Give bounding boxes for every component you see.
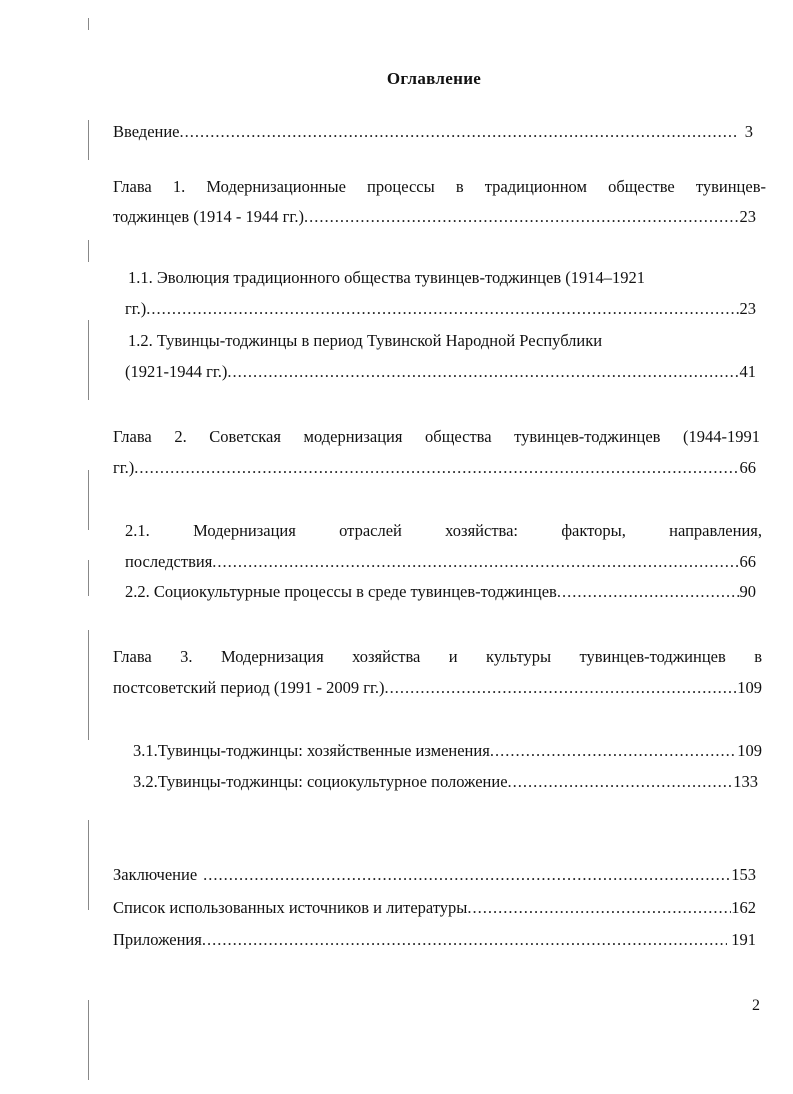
toc-entry-label: тоджинцев (1914 - 1944 гг.) [113, 207, 304, 226]
toc-page-number: 41 [739, 362, 756, 381]
toc-entry-section-3-2 [133, 772, 758, 792]
toc-dot-leader [212, 552, 739, 572]
toc-chapter-1-line1: Глава 1. Модернизационные процессы в традиционном обществе тувинцев- [113, 177, 766, 196]
toc-dot-leader [134, 458, 739, 478]
toc-entry-label: гг.) [125, 299, 147, 318]
toc-entry-chapter-1 [113, 207, 756, 227]
toc-chapter-2-line1: Глава 2. Советская модернизация общества тувинцев-тоджинцев (1944-1991 [113, 427, 760, 446]
toc-dot-leader [180, 122, 739, 142]
page-number: 2 [752, 997, 760, 1014]
toc-dot-leader [146, 299, 739, 319]
toc-entry-label: (1921-1944 гг.) [125, 362, 228, 381]
toc-page-number: 153 [731, 865, 756, 884]
toc-dot-leader [467, 898, 731, 918]
scan-artifact [88, 560, 89, 596]
page-title: Оглавление [386, 69, 482, 88]
scan-artifact [88, 320, 89, 400]
toc-entry-chapter-2 [113, 458, 756, 478]
toc-dot-leader [203, 865, 731, 885]
toc-entry-section-2-1 [125, 552, 756, 572]
toc-chapter-3-line1: Глава 3. Модернизация хозяйства и культуры тувинцев-тоджинцев в [113, 647, 762, 666]
scan-artifact [88, 630, 89, 740]
toc-page-number: 23 [739, 299, 756, 318]
toc-page-number: 191 [731, 930, 756, 949]
scan-artifact [88, 470, 89, 530]
toc-dot-leader [490, 741, 737, 761]
toc-section-1-1-line1: 1.1. Эволюция традиционного общества тувинцев-тоджинцев (1914–1921 [128, 268, 645, 287]
toc-dot-leader [304, 207, 740, 227]
toc-entry-label: гг.) [113, 458, 135, 477]
scan-artifact [88, 1000, 89, 1080]
toc-page-number: 109 [737, 678, 762, 697]
toc-dot-leader [385, 678, 738, 698]
toc-dot-leader [202, 930, 727, 950]
toc-page-number: 90 [739, 582, 756, 601]
toc-dot-leader [508, 772, 734, 792]
toc-dot-leader [557, 582, 740, 602]
toc-entry-section-1-2 [125, 362, 756, 382]
toc-page-number: 3 [744, 122, 753, 141]
toc-entry-section-1-1 [125, 299, 756, 319]
toc-entry-appendix [113, 930, 756, 950]
toc-entry-conclusion [113, 865, 756, 885]
toc-entry-sources [113, 898, 756, 918]
toc-entry-section-3-1 [133, 741, 762, 761]
toc-page-number: 133 [733, 772, 758, 791]
toc-entry-label: постсоветский период (1991 - 2009 гг.) [113, 678, 385, 697]
toc-page-number: 66 [739, 458, 756, 477]
toc-entry-label: последствия [125, 552, 213, 571]
toc-entry-section-2-2 [125, 582, 756, 602]
toc-entry-label: Приложения [113, 930, 202, 949]
scan-artifact [88, 240, 89, 262]
toc-section-1-2-line1: 1.2. Тувинцы-тоджинцы в период Тувинской Народной Республики [128, 331, 603, 350]
toc-entry-intro [113, 122, 753, 142]
toc-entry-label: 3.1.Тувинцы-тоджинцы: хозяйственные изменения [133, 741, 490, 760]
toc-page-number: 23 [739, 207, 756, 226]
toc-entry-label: Введение [113, 122, 180, 141]
toc-entry-label: Заключение [113, 865, 198, 884]
scan-artifact [88, 120, 89, 160]
toc-page-number: 66 [739, 552, 756, 571]
toc-dot-leader [227, 362, 739, 382]
toc-section-2-1-line1: 2.1. Модернизация отраслей хозяйства: факторы, направления, [125, 521, 762, 540]
toc-page-number: 109 [737, 741, 762, 760]
toc-entry-label: 2.2. Социокультурные процессы в среде тувинцев-тоджинцев [125, 582, 557, 601]
toc-entry-label: 3.2.Тувинцы-тоджинцы: социокультурное положение [133, 772, 508, 791]
scan-artifact [88, 820, 89, 910]
toc-entry-chapter-3 [113, 678, 762, 698]
toc-entry-label: Список использованных источников и литературы [113, 898, 468, 917]
toc-page-number: 162 [731, 898, 756, 917]
scan-artifact [88, 18, 89, 30]
